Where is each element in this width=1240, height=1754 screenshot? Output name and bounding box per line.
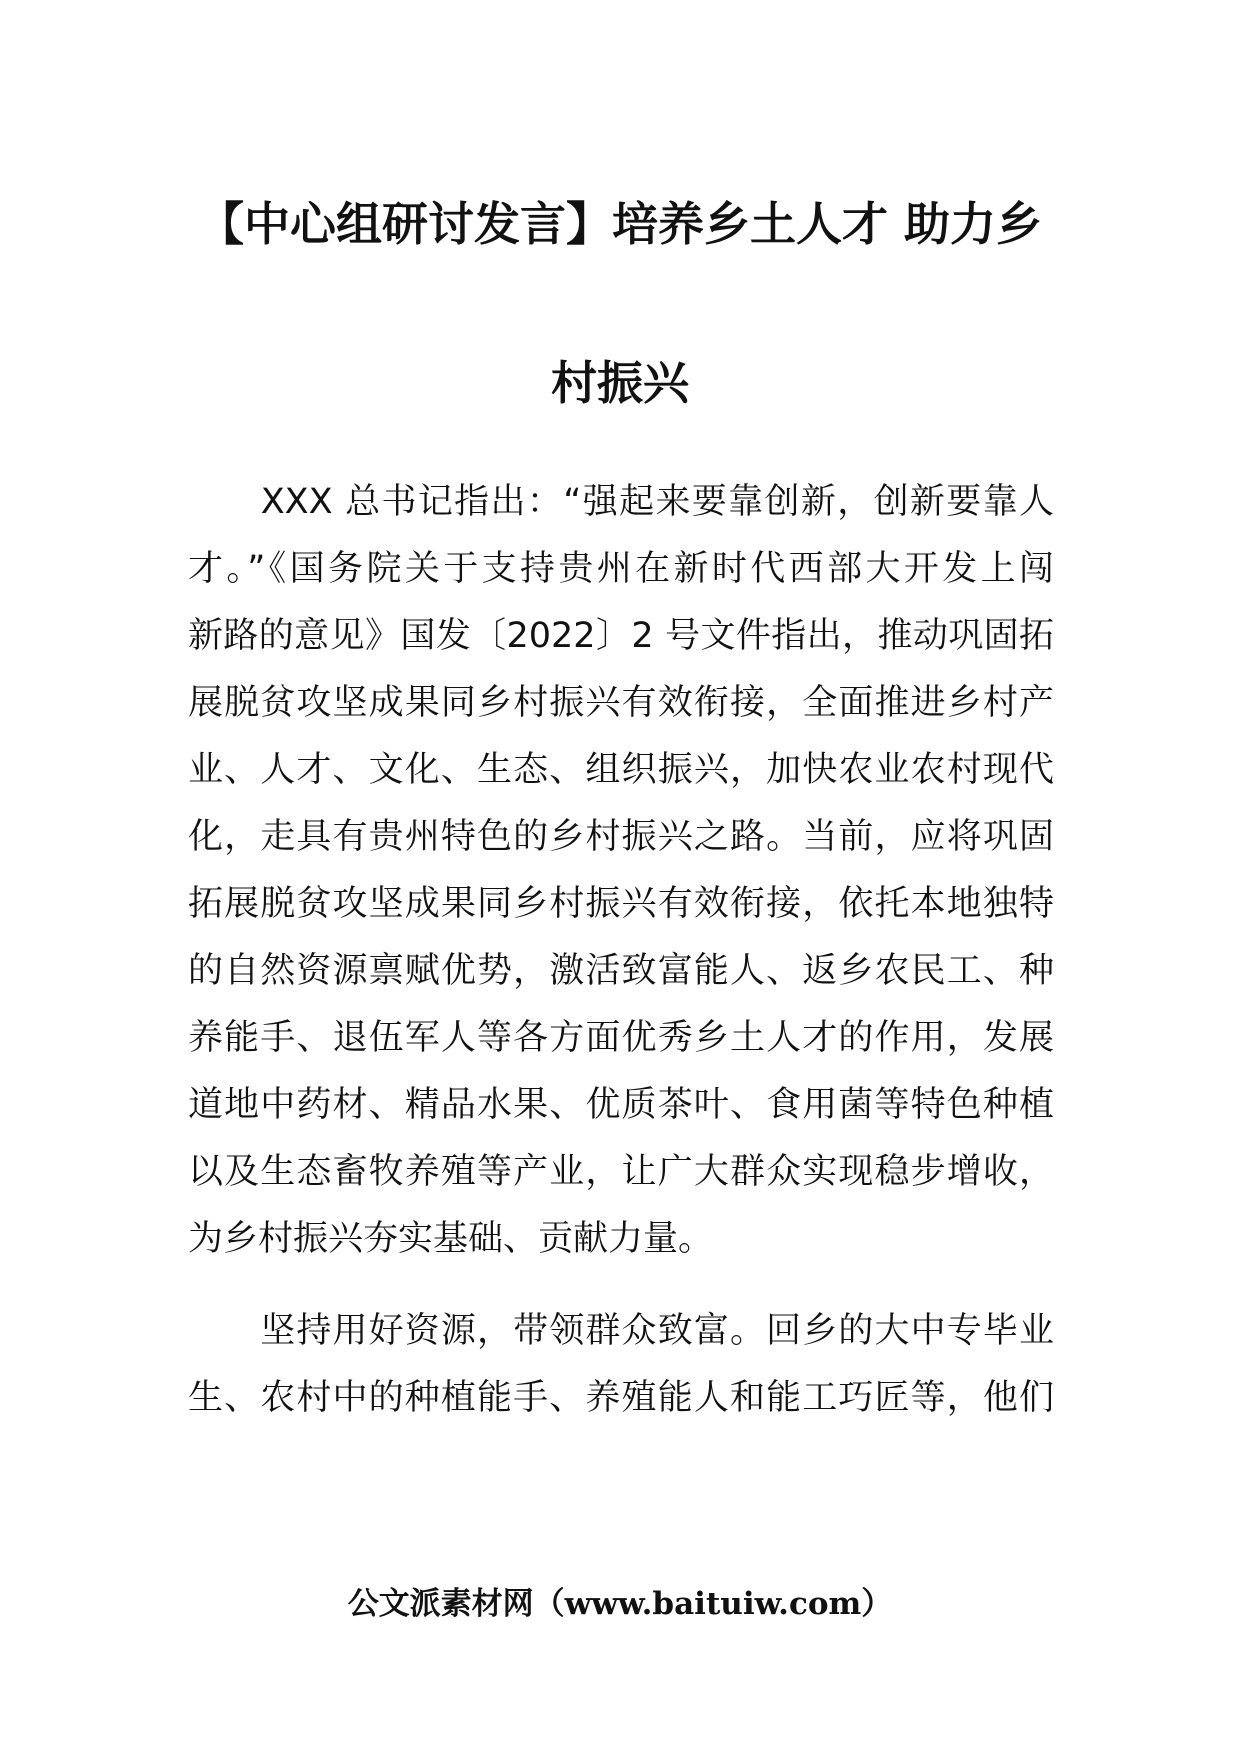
- footer-watermark: 公文派素材网（www.baituiw.com）: [347, 1586, 893, 1622]
- document-title-line-2: 村振兴: [551, 356, 689, 410]
- paragraph-line: 业、人才、文化、生态、组织振兴，加快农业农村现代: [188, 750, 1054, 790]
- paragraph-line: 才。”《国务院关于支持贵州在新时代西部大开发上闯: [188, 549, 1054, 589]
- paragraph-line: XXX 总书记指出：“强起来要靠创新，创新要靠人: [188, 482, 1054, 522]
- paragraph-line: 化，走具有贵州特色的乡村振兴之路。当前，应将巩固: [188, 817, 1054, 857]
- paragraph-line: 坚持用好资源，带领群众致富。回乡的大中专毕业: [188, 1311, 1054, 1351]
- paragraph-line: 道地中药材、精品水果、优质茶叶、食用菌等特色种植: [188, 1085, 1054, 1125]
- paragraph-line: 为乡村振兴夯实基础、贡献力量。: [188, 1219, 714, 1259]
- paragraph-line: 的自然资源禀赋优势，激活致富能人、返乡农民工、种: [188, 951, 1054, 991]
- paragraph-line: 养能手、退伍军人等各方面优秀乡土人才的作用，发展: [188, 1018, 1054, 1058]
- paragraph-line: 拓展脱贫攻坚成果同乡村振兴有效衔接，依托本地独特: [188, 884, 1054, 924]
- document-title-line-1: 【中心组研讨发言】培养乡土人才 助力乡: [197, 197, 1042, 251]
- paragraph-line: 展脱贫攻坚成果同乡村振兴有效衔接，全面推进乡村产: [188, 683, 1054, 723]
- paragraph-line: 以及生态畜牧养殖等产业，让广大群众实现稳步增收，: [188, 1152, 1054, 1192]
- paragraph-line: 生、农村中的种植能手、养殖能人和能工巧匠等，他们: [188, 1378, 1054, 1418]
- paragraph-line: 新路的意见》国发〔2022〕2 号文件指出，推动巩固拓: [188, 616, 1054, 656]
